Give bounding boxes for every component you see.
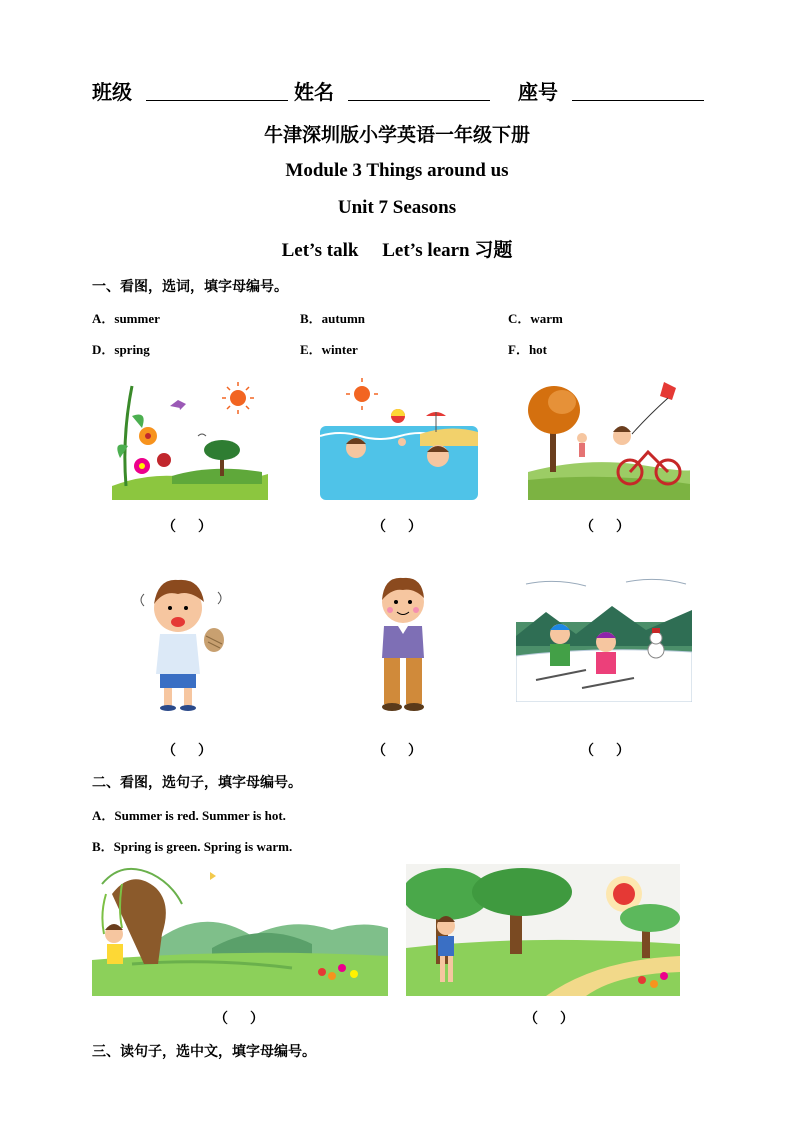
seat-field[interactable] <box>572 100 704 101</box>
answer-blank-5[interactable]: （ ） <box>372 744 422 759</box>
summer-swimming-picture <box>320 376 478 500</box>
winter-skiing-picture <box>516 576 692 702</box>
book-title: 牛津深圳版小学英语一年级下册 <box>263 125 530 146</box>
option-b: B．autumn <box>300 311 366 326</box>
seat-label: 座号 <box>518 82 558 104</box>
sentence-a: A．Summer is red. Summer is hot. <box>92 808 286 823</box>
hot-boy-picture <box>130 570 234 712</box>
warm-boy-picture <box>370 570 436 712</box>
answer-blank-7[interactable]: （ ） <box>214 1012 264 1027</box>
class-label: 班级 <box>92 82 132 104</box>
summer-sunny-picture <box>406 864 680 996</box>
answer-blank-3[interactable]: （ ） <box>580 520 630 535</box>
option-f: F．hot <box>508 342 548 357</box>
autumn-kite-picture <box>528 376 690 500</box>
option-e: E．winter <box>300 342 358 357</box>
unit-title: Unit 7 Seasons <box>337 197 457 218</box>
option-a: A．summer <box>92 311 160 326</box>
answer-blank-6[interactable]: （ ） <box>580 744 630 759</box>
module-title: Module 3 Things around us <box>285 160 509 181</box>
class-field[interactable] <box>146 100 288 101</box>
answer-blank-1[interactable]: （ ） <box>162 520 212 535</box>
name-label: 姓名 <box>294 82 334 104</box>
spring-flowers-picture <box>112 376 268 500</box>
lesson-title: Let’s talk Let’s learn 习题 <box>281 240 513 261</box>
name-field[interactable] <box>348 100 490 101</box>
spring-landscape-picture <box>92 864 388 996</box>
section1-heading: 一、看图，选词，填字母编号。 <box>92 280 288 295</box>
option-d: D．spring <box>92 342 150 357</box>
answer-blank-2[interactable]: （ ） <box>372 520 422 535</box>
student-info-line <box>92 76 712 106</box>
answer-blank-4[interactable]: （ ） <box>162 744 212 759</box>
section2-heading: 二、看图，选句子，填字母编号。 <box>92 776 302 791</box>
answer-blank-8[interactable]: （ ） <box>524 1012 574 1027</box>
section3-heading: 三、读句子，选中文，填字母编号。 <box>92 1045 316 1060</box>
sentence-b: B．Spring is green. Spring is warm. <box>92 839 293 854</box>
option-c: C．warm <box>508 311 563 326</box>
